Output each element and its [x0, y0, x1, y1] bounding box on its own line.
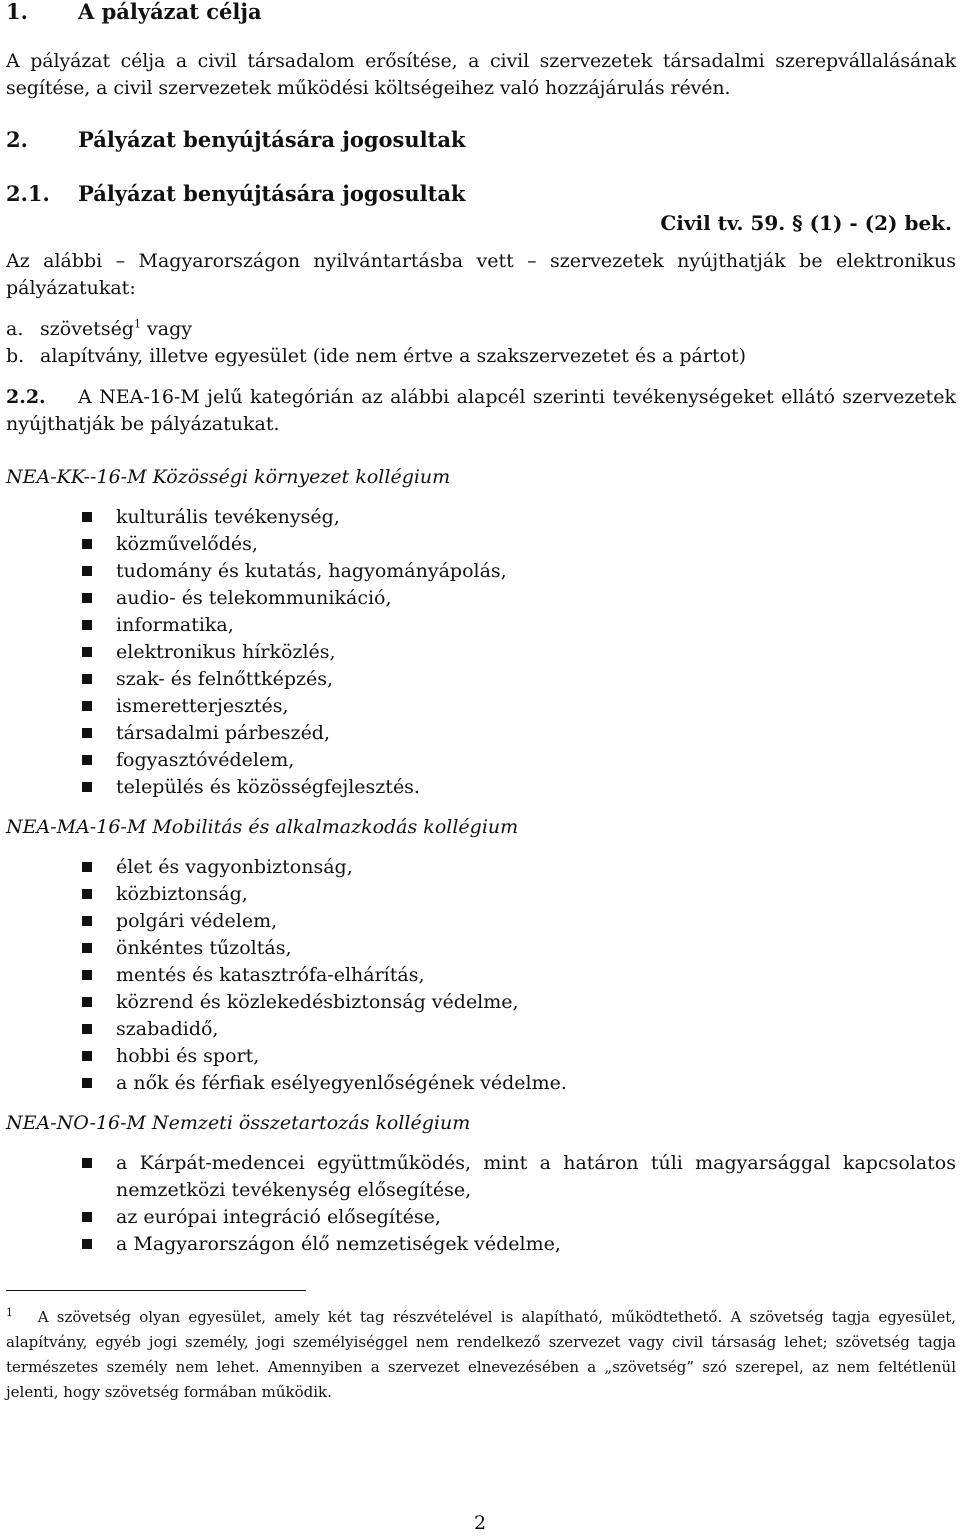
list-item: szabadidő,: [6, 1016, 956, 1043]
list-item: társadalmi párbeszéd,: [6, 720, 956, 747]
option-b: b. alapítvány, illetve egyesület (ide nem értve a szakszervezetet és a pártot): [6, 345, 747, 367]
list-item: fogyasztóvédelem,: [6, 747, 956, 774]
kollegium-2-title: NEA-MA-16-M Mobilitás és alkalmazkodás kollégium: [6, 816, 519, 838]
kollegium-1-list: [6, 504, 956, 801]
list-item: hobbi és sport,: [6, 1043, 956, 1070]
footnote-separator: [6, 1290, 306, 1291]
footnote-marker: 1: [6, 1306, 13, 1319]
kollegium-3-list: [6, 1150, 956, 1258]
section-2-1-heading: 2.1. Pályázat benyújtására jogosultak: [6, 181, 466, 206]
section-1-text: A pályázat célja a civil társadalom erősítése, a civil szervezetek társadalmi szerepvállalásának segítése, a civil szervezetek működési költségeihez való hozzájárulás révén.: [6, 50, 956, 99]
list-item: közrend és közlekedésbiztonság védelme,: [6, 989, 956, 1016]
list-item: a Kárpát-medencei együttműködés, mint a határon túli magyarsággal kapcsolatos nemzetközi tevékenység elősegítése,: [6, 1150, 956, 1204]
section-2-heading: 2. Pályázat benyújtására jogosultak: [6, 127, 466, 152]
list-item: település és közösségfejlesztés.: [6, 774, 956, 801]
list-item: kulturális tevékenység,: [6, 504, 956, 531]
list-item: informatika,: [6, 612, 956, 639]
kollegium-1-title: NEA-KK--16-M Közösségi környezet kollégium: [6, 466, 451, 488]
legal-citation: Civil tv. 59. § (1) - (2) bek.: [660, 211, 952, 235]
kollegium-3-title: NEA-NO-16-M Nemzeti összetartozás kollégium: [6, 1112, 471, 1134]
list-item: tudomány és kutatás, hagyományápolás,: [6, 558, 956, 585]
kollegium-2-list: [6, 854, 956, 1097]
list-item: közművelődés,: [6, 531, 956, 558]
list-item: a nők és férfiak esélyegyenlőségének védelme.: [6, 1070, 956, 1097]
list-item: audio- és telekommunikáció,: [6, 585, 956, 612]
footnote-ref: 1: [133, 317, 141, 331]
section-2-1-text: Az alábbi – Magyarországon nyilvántartásba vett – szervezetek nyújthatják be elektronikus pályázatukat:: [6, 250, 956, 299]
footnote: $^1$ A szövetség olyan egyesület, amely két tag részvételével is alapítható, működtethető. A szövetség tagja egyesület, alapítvány, egyéb jogi személy, jogi személyiséggel nem rendelkező szervezet vagy civil társaság lehet; szövetség tagja természetes személy nem lehet. Amennyiben a szervezet elnevezésében a „szövetség” szó szerepel, az nem feltétlenül jelenti, hogy szövetség formában működik.: [6, 1306, 956, 1401]
section-1-heading: 1. A pályázat célja: [6, 0, 262, 24]
list-item: élet és vagyonbiztonság,: [6, 854, 956, 881]
list-item: szak- és felnőttképzés,: [6, 666, 956, 693]
list-item: az európai integráció elősegítése,: [6, 1204, 956, 1231]
list-item: ismeretterjesztés,: [6, 693, 956, 720]
list-item: mentés és katasztrófa-elhárítás,: [6, 962, 956, 989]
list-item: elektronikus hírközlés,: [6, 639, 956, 666]
list-item: közbiztonság,: [6, 881, 956, 908]
list-item: önkéntes tűzoltás,: [6, 935, 956, 962]
section-2-2-text: 2.2. A NEA-16-M jelű kategórián az alábbi alapcél szerinti tevékenységeket ellátó szervezetek nyújthatják be pályázatukat.: [6, 386, 956, 435]
option-a: a. szövetség$^1$ vagy: [6, 317, 192, 340]
page-number: 2: [473, 1512, 487, 1534]
list-item: polgári védelem,: [6, 908, 956, 935]
list-item: a Magyarországon élő nemzetiségek védelme,: [6, 1231, 956, 1258]
